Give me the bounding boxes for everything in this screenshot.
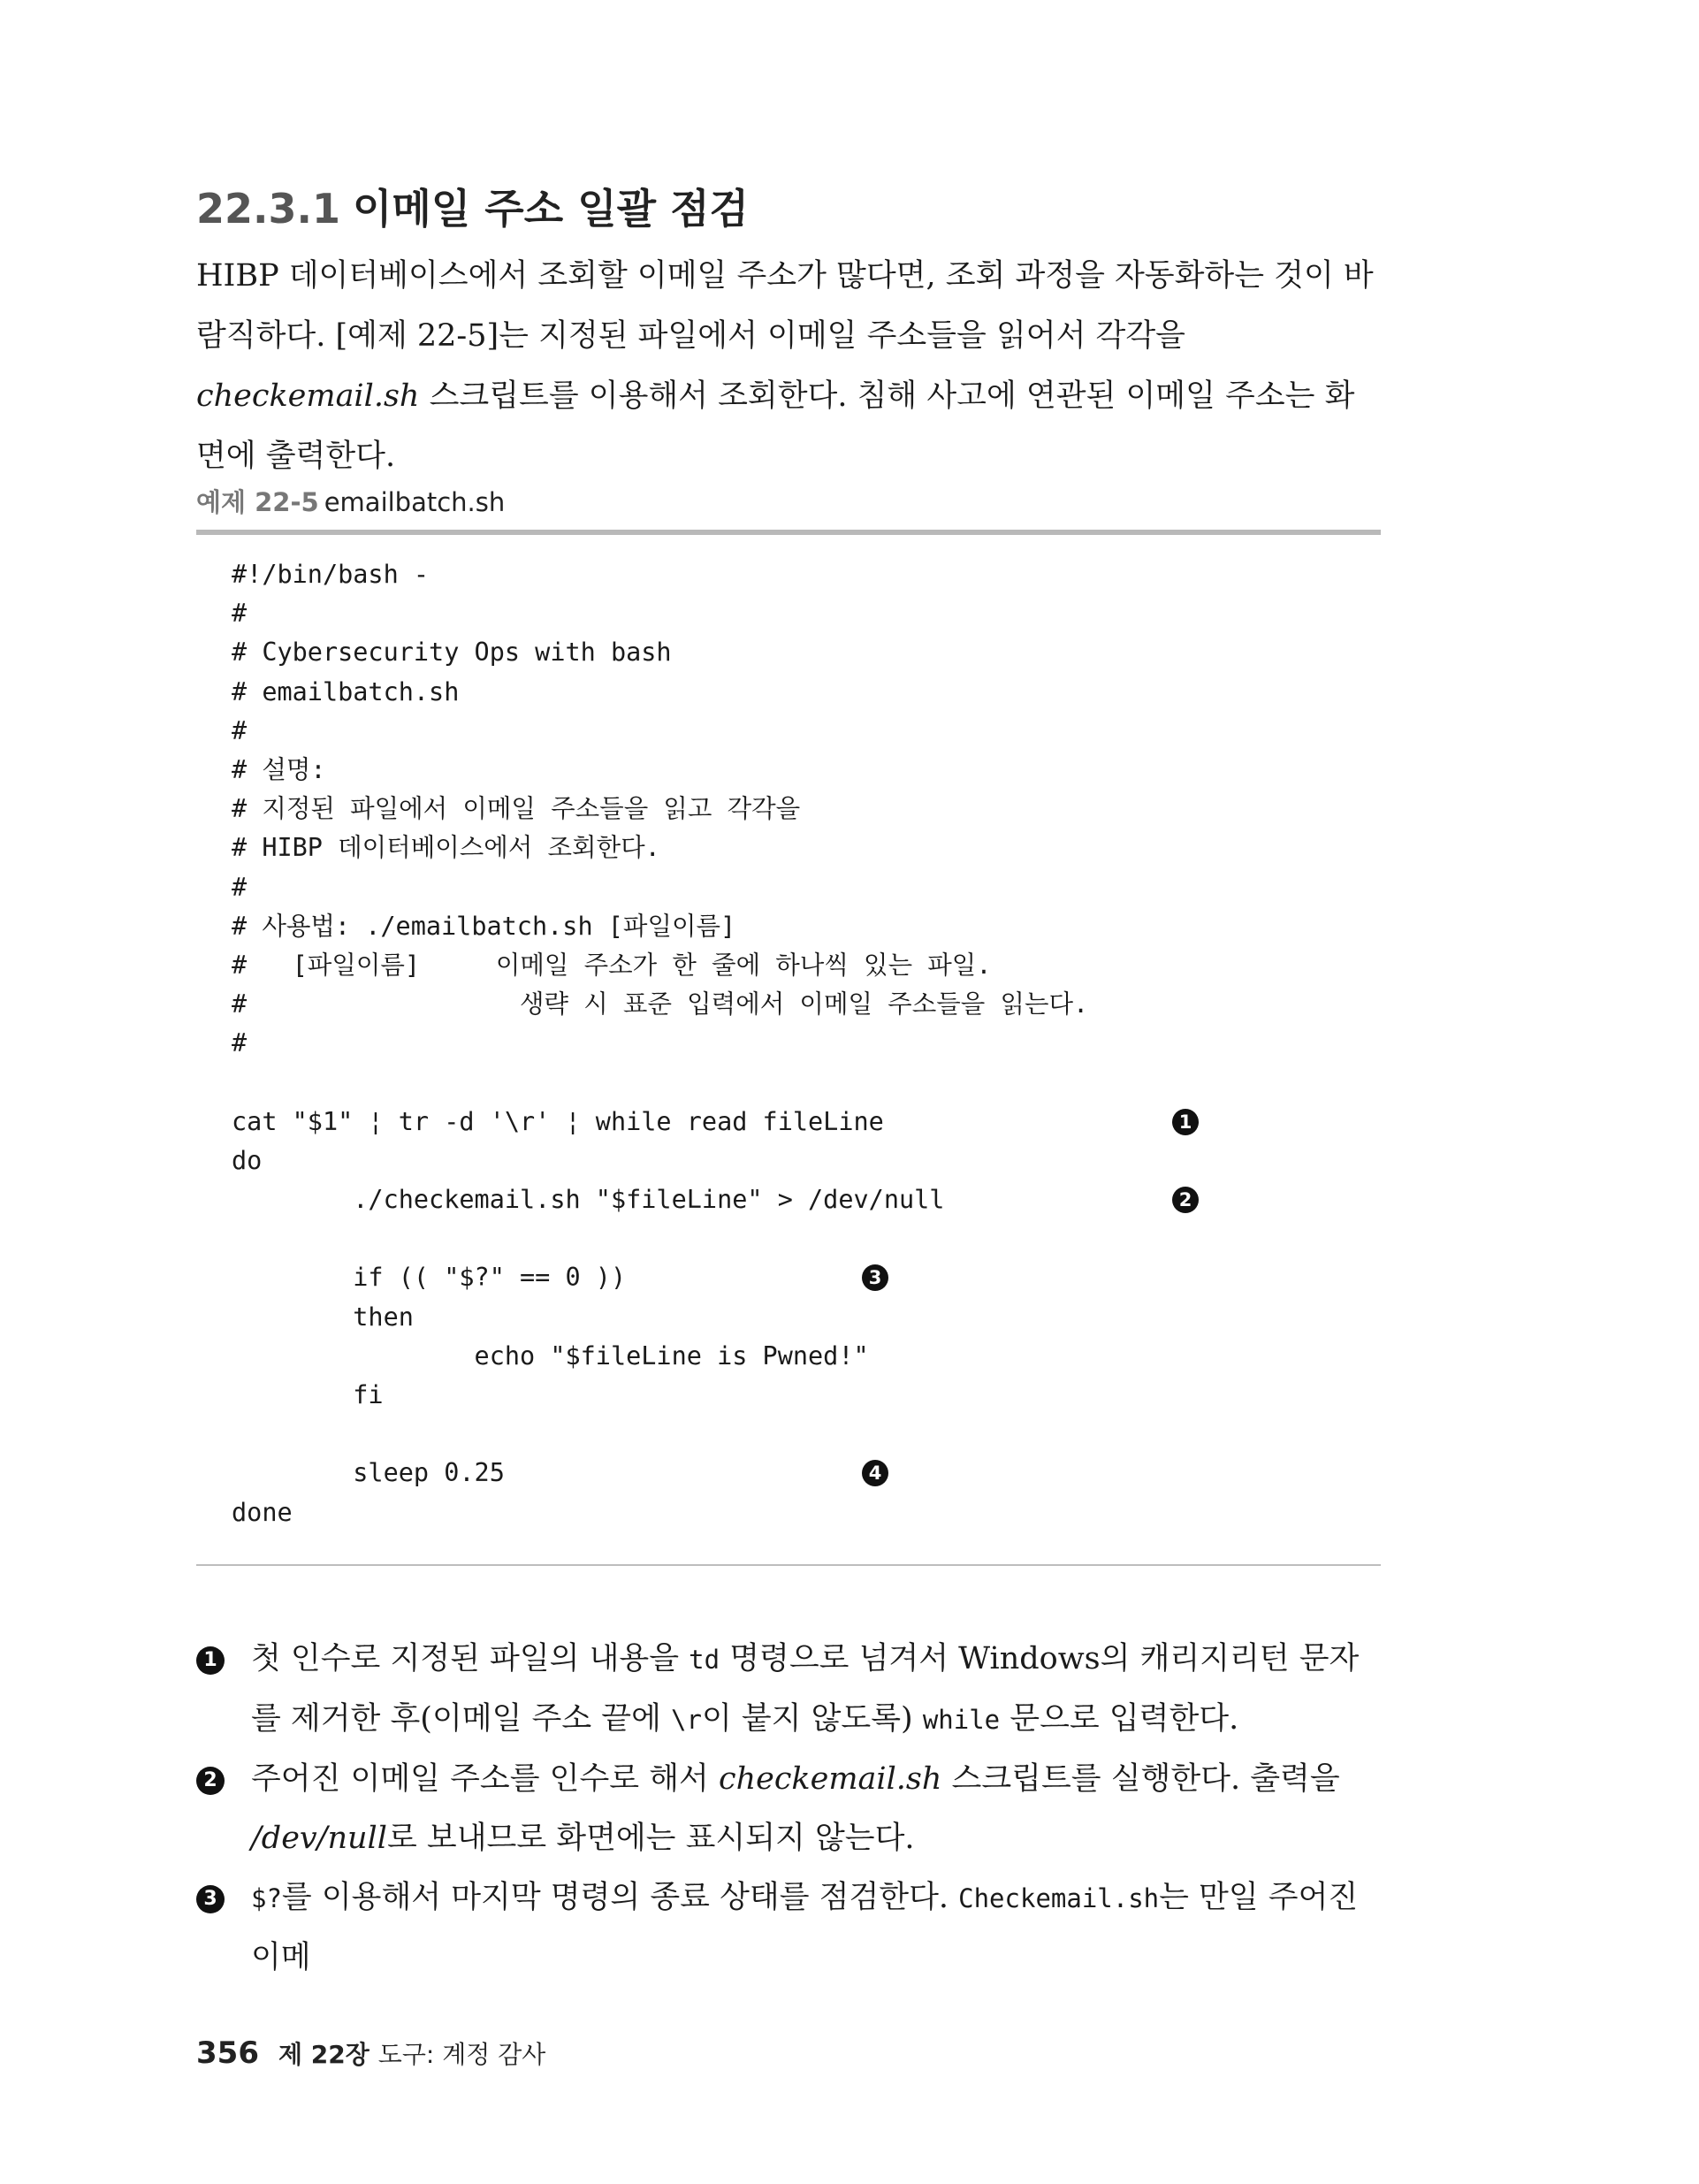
code-line: [232, 751, 1345, 790]
code-line: [232, 673, 1345, 712]
code-line: [232, 1415, 1345, 1454]
code-line: [232, 985, 1345, 1024]
code-line: [232, 712, 1345, 751]
code-text: done: [232, 1497, 293, 1527]
code-text: fi: [232, 1379, 384, 1409]
code-line: [232, 555, 1345, 594]
code-line: [232, 907, 1345, 946]
code-line: [232, 1493, 1345, 1532]
note-1-code-while: while: [922, 1705, 1001, 1735]
code-line: [232, 1376, 1345, 1415]
callout-1-icon: 1: [196, 1646, 225, 1675]
code-text: # HIBP 데이터베이스에서 조회한다.: [232, 833, 660, 863]
note-1-text-g: 문으로 입력한다.: [1000, 1701, 1239, 1737]
code-text: cat "$1" ¦ tr -d '\r' ¦ while read fileLine: [232, 1106, 884, 1136]
code-listing: [232, 555, 1345, 1532]
note-1-code-td: td: [689, 1645, 720, 1675]
code-text: # 사용법: ./emailbatch.sh [파일이름]: [232, 911, 736, 941]
code-line: [232, 1298, 1345, 1337]
code-text: # emailbatch.sh: [232, 676, 460, 706]
note-2-text-c: 스크립트를 실행한다. 출력을: [941, 1761, 1340, 1797]
note-2-devnull: /dev/null: [251, 1821, 387, 1856]
callout-1-marker-icon: 1: [1172, 1109, 1199, 1135]
note-3-text-d: 는 만일 주어진 이메: [251, 1880, 1359, 1975]
code-text: # 지정된 파일에서 이메일 주소들을 읽고 각각을: [232, 794, 801, 824]
intro-text-1: HIBP 데이터베이스에서 조회할 이메일 주소가 많다면, 조회 과정을 자동화하는 것이 바람직하다. [예제 22-5]는 지정된 파일에서 이메일 주소들을 읽어서 각각을: [196, 258, 1374, 354]
note-1-text-a: 첫 인수로 지정된 파일의 내용을: [251, 1641, 690, 1676]
section-title-text: 이메일 주소 일괄 점검: [352, 185, 749, 233]
code-text: then: [232, 1302, 414, 1332]
intro-filename: checkemail.sh: [196, 378, 420, 414]
note-1: [196, 1630, 1381, 1750]
code-line: [232, 946, 1345, 985]
chapter-label: 제 22장: [278, 2040, 370, 2069]
code-text: #!/bin/bash -: [232, 560, 430, 589]
note-1-text-c: 명령으로 넘겨서 Windows의 캐리지리턴 문자를 제거한 후(이메일 주소 끝에: [251, 1641, 1360, 1737]
note-2-text-e: 로 보내므로 화면에는 표시되지 않는다.: [386, 1821, 915, 1856]
note-3-text-b: 를 이용해서 마지막 명령의 종료 상태를 점검한다.: [281, 1880, 959, 1915]
code-line: [232, 1103, 1345, 1142]
code-line: [232, 868, 1345, 907]
code-text: sleep 0.25: [232, 1458, 505, 1488]
code-line: [232, 829, 1345, 867]
page-number: 356: [196, 2035, 259, 2071]
example-caption: [196, 485, 505, 520]
code-text: #: [232, 1028, 248, 1058]
code-text: # 생략 시 표준 입력에서 이메일 주소들을 읽는다.: [232, 989, 1089, 1019]
note-3: [196, 1868, 1381, 1988]
note-2-filename: checkemail.sh: [718, 1761, 942, 1797]
code-text: if (( "$?" == 0 )): [232, 1263, 627, 1293]
code-text: ./checkemail.sh "$fileLine" > /dev/null: [232, 1185, 945, 1214]
code-text: #: [232, 715, 248, 745]
page-footer: [196, 2034, 545, 2074]
note-1-code-cr: \r: [671, 1705, 702, 1735]
note-2: [196, 1750, 1381, 1868]
code-line: [232, 1063, 1345, 1102]
code-line: [232, 633, 1345, 672]
code-line: [232, 1180, 1345, 1219]
code-text: echo "$fileLine is Pwned!": [232, 1340, 869, 1371]
code-top-rule: [196, 530, 1381, 535]
code-line: [232, 790, 1345, 829]
code-line: [232, 1142, 1345, 1180]
callout-2-icon: 2: [196, 1767, 225, 1795]
code-line: [232, 594, 1345, 633]
callout-4-marker-icon: 4: [862, 1460, 888, 1486]
note-1-text-e: 이 붙지 않도록): [701, 1701, 923, 1737]
chapter-title: 도구: 계정 감사: [377, 2040, 546, 2069]
section-heading: [196, 182, 749, 235]
code-text: # [파일이름] 이메일 주소가 한 줄에 하나씩 있는 파일.: [232, 950, 992, 980]
code-text: # 설명:: [232, 754, 326, 784]
code-line: [232, 1024, 1345, 1063]
code-line: [232, 1454, 1345, 1493]
code-text: # Cybersecurity Ops with bash: [232, 638, 672, 668]
note-3-code-status: $?: [251, 1883, 282, 1913]
code-line: [232, 1219, 1345, 1258]
example-filename: emailbatch.sh: [324, 487, 506, 517]
callout-3-marker-icon: 3: [862, 1264, 888, 1291]
intro-text-2: 스크립트를 이용해서 조회한다. 침해 사고에 연관된 이메일 주소는 화면에 출력한다.: [196, 378, 1355, 474]
code-line: [232, 1337, 1345, 1376]
code-text: #: [232, 872, 248, 902]
callout-3-icon: 3: [196, 1885, 225, 1913]
note-3-code-script: Checkemail.sh: [958, 1883, 1160, 1913]
code-bottom-rule: [196, 1564, 1381, 1566]
section-number: 22.3.1: [196, 185, 340, 233]
callout-2-marker-icon: 2: [1172, 1187, 1199, 1213]
callout-notes: [196, 1630, 1381, 1988]
note-2-text-a: 주어진 이메일 주소를 인수로 해서: [251, 1761, 719, 1797]
code-line: [232, 1258, 1345, 1297]
code-text: #: [232, 599, 248, 629]
example-label: 예제 22-5: [196, 487, 319, 517]
intro-paragraph: [196, 246, 1381, 486]
code-text: do: [232, 1145, 263, 1175]
